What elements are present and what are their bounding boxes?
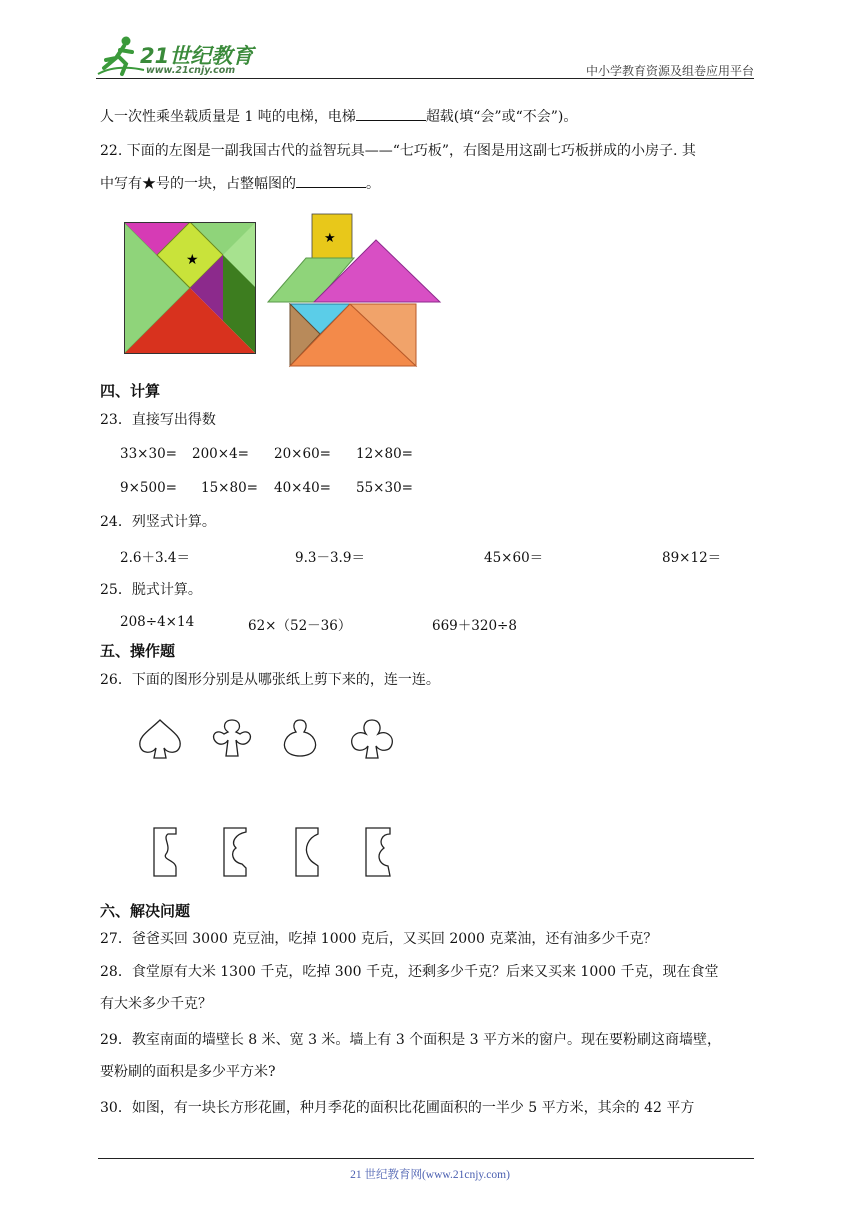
q22-line1: 22. 下面的左图是一副我国古代的益智玩具——“七巧板”，右图是用这副七巧板拼成的小房子. 其 (100, 143, 696, 159)
header-divider (96, 78, 754, 79)
clover-shape-icon (214, 720, 251, 756)
q29-line1: 29．教室南面的墙壁长 8 米、宽 3 米。墙上有 3 个面积是 3 平方米的窗户。现在要粉刷这商墙壁， (100, 1032, 722, 1048)
q25-title: 25．脱式计算。 (100, 582, 202, 598)
q24-item3: 45×60＝ (484, 550, 544, 566)
q23-row2-item1: 9×500= (120, 480, 177, 496)
q28-line2: 有大米多少千克？ (100, 996, 212, 1012)
q28-line1: 28．食堂原有大米 1300 千克，吃掉 300 千克，还剩多少千克？后来又买来 1000 千克，现在食堂 (100, 964, 719, 980)
runner-logo-icon (96, 34, 146, 78)
tangram-house-figure (266, 210, 444, 370)
q22-answer-blank[interactable] (296, 173, 366, 188)
q23-row2-item2: 15×80= (201, 480, 258, 496)
q23-row2-item4: 55×30= (356, 480, 413, 496)
folded-paper-1-icon (154, 828, 176, 876)
folded-paper-3-icon (296, 828, 318, 876)
q23-row1-item2: 200×4= (192, 446, 249, 462)
q22-text-after: 。 (366, 176, 380, 192)
footer-text[interactable]: 21 世纪教育网(www.21cnjy.com) (350, 1169, 510, 1181)
logo-url: www.21cnjy.com (146, 65, 236, 76)
q25-item3: 669＋320÷8 (432, 618, 517, 634)
q24-item1: 2.6＋3.4＝ (120, 550, 190, 566)
q29-line2: 要粉刷的面积是多少平方米? (100, 1064, 276, 1080)
q26-title: 26．下面的图形分别是从哪张纸上剪下来的，连一连。 (100, 672, 440, 688)
folded-paper-4-icon (366, 828, 390, 876)
footer-divider (98, 1158, 754, 1159)
section-5-title: 五、操作题 (100, 642, 176, 660)
q26-papers-row (146, 824, 396, 880)
q23-row2-item3: 40×40= (274, 480, 331, 496)
q30-line1: 30．如图，有一块长方形花圃，种月季花的面积比花圃面积的一半少 5 平方米，其余的 42 平方 (100, 1100, 695, 1116)
q21-continuation (100, 106, 577, 127)
q23-title: 23．直接写出得数 (100, 412, 216, 428)
q24-item2: 9.3－3.9＝ (295, 550, 365, 566)
gourd-shape-icon (284, 720, 315, 756)
q26-shapes-row (136, 716, 400, 764)
q24-item4: 89×12＝ (662, 550, 722, 566)
tangram-square-figure (124, 222, 256, 354)
header-tagline: 中小学教育资源及组卷应用平台 (585, 64, 754, 78)
folded-paper-2-icon (224, 828, 246, 876)
q23-row1-item3: 20×60= (274, 446, 331, 462)
q25-item1: 208÷4×14 (120, 614, 195, 630)
q21-text-after: 超载(填“会”或“不会”)。 (425, 109, 578, 125)
q23-row1-item4: 12×80= (356, 446, 413, 462)
section-4-title: 四、计算 (100, 382, 161, 400)
section-6-title: 六、解决问题 (100, 902, 191, 920)
star-icon: ★ (186, 252, 199, 268)
q22-line2 (100, 173, 380, 194)
q27-text: 27．爸爸买回 3000 克豆油，吃掉 1000 克后，又买回 2000 克菜油，还有油多少千克？ (100, 931, 658, 947)
q23-row1-item1: 33×30= (120, 446, 177, 462)
club-shape-icon (352, 720, 393, 758)
logo-text: 21世纪教育 (140, 44, 254, 68)
house-star-icon: ★ (324, 231, 336, 246)
q25-item2: 62×（52－36） (248, 618, 352, 634)
q24-title: 24．列竖式计算。 (100, 514, 216, 530)
q21-answer-blank[interactable] (356, 106, 426, 121)
spade-shape-icon (140, 720, 180, 758)
q22-text-before: 中写有★号的一块，占整幅图的 (100, 176, 296, 192)
q21-text-before: 人一次性乘坐载质量是 1 吨的电梯，电梯 (100, 109, 356, 125)
